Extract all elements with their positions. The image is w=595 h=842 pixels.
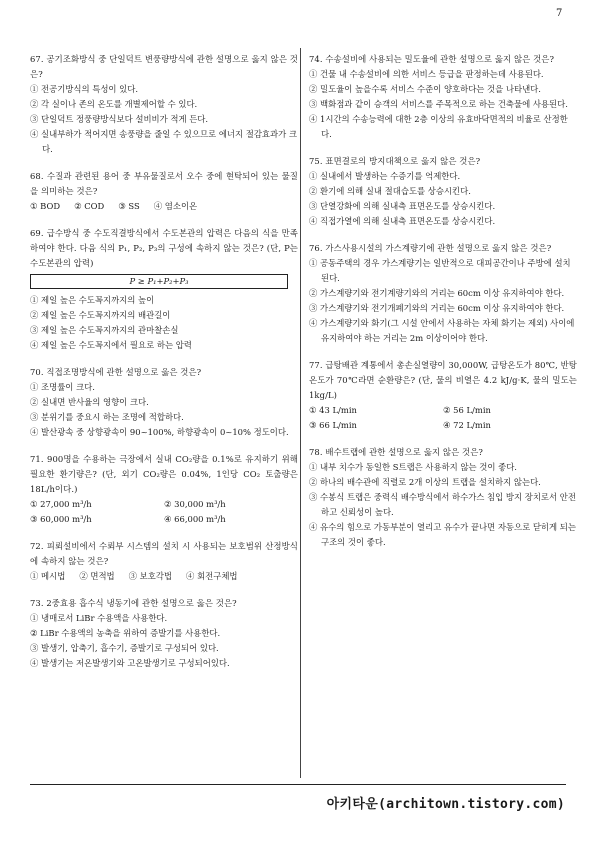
answer-options xyxy=(309,460,577,550)
question xyxy=(309,358,577,433)
answer-option: ④ 염소이온 xyxy=(153,201,198,211)
question xyxy=(30,169,298,214)
answer-option: ① 메시법 xyxy=(30,571,66,581)
formula-box: P ≥ P₁+P₂+P₃ xyxy=(30,274,288,289)
answer-options xyxy=(30,293,298,353)
answer-option: ② 면적법 xyxy=(79,571,115,581)
answer-option: ③ 단일덕트 정풍량방식보다 설비비가 적게 든다. xyxy=(30,114,209,124)
answer-option: ② 실내면 반사율의 영향이 크다. xyxy=(30,397,149,407)
answer-option: ② 가스계량기와 전기계량기와의 거리는 60cm 이상 유지하여야 한다. xyxy=(309,288,565,298)
question-stem: 76. 가스사용시설의 가스계량기에 관한 설명으로 옳지 않은 것은? xyxy=(309,243,552,253)
answer-option: ③ 제일 높은 수도꼭지까지의 관마찰손실 xyxy=(30,325,179,335)
question-stem: 73. 2중효용 흡수식 냉동기에 관한 설명으로 옳은 것은? xyxy=(30,598,237,608)
answer-options xyxy=(30,611,298,671)
answer-option: ④ 발생기는 저온발생기와 고온발생기로 구성되어있다. xyxy=(30,658,230,668)
answer-option: ③ 분위기를 중요시 하는 조명에 적합하다. xyxy=(30,412,184,422)
answer-option: ④ 발산광속 중 상향광속이 90~100%, 하향광속이 0~10% 정도이다. xyxy=(30,427,289,437)
answer-option: ② LiBr 수용액의 농축을 위하여 증발기를 사용한다. xyxy=(30,628,221,638)
answer-option: ③ 가스계량기와 전기개폐기와의 거리는 60cm 이상 유지하여야 한다. xyxy=(309,303,565,313)
answer-option: ④ 66,000 m³/h xyxy=(164,514,226,524)
question-stem: 72. 피뢰설비에서 수뢰부 시스템의 설치 시 사용되는 보호범위 산정방식에 속하지 않는 것은? xyxy=(30,541,298,566)
footer-site: 아키타운(architown.tistory.com) xyxy=(326,797,565,812)
answer-option: ④ 유수의 힘으로 가동부분이 열리고 유수가 끝나면 자동으로 닫히게 되는 구조의 것이 좋다. xyxy=(309,522,576,547)
answer-option: ④ 가스계량기와 화기(그 시설 안에서 사용하는 자체 화기는 제외) 사이에 유지하여야 하는 거리는 2m 이상이어야 한다. xyxy=(309,318,575,343)
answer-option: ④ 1시간의 수송능력에 대한 2층 이상의 유효바닥면적의 비율로 산정한다. xyxy=(309,114,568,139)
answer-option: ② COD xyxy=(74,201,105,211)
question-stem: 77. 급탕배관 계통에서 총손실열량이 30,000W, 급탕온도가 80℃, 반탕온도가 70℃라면 순환량은? (단, 물의 비열은 4.2 kJ/g·K, 물의 밀도는 1kg/L) xyxy=(309,360,577,400)
answer-option: ③ SS xyxy=(118,201,140,211)
question-stem: 74. 수송설비에 사용되는 밀도율에 관한 설명으로 옳지 않은 것은? xyxy=(309,54,555,64)
question-stem: 71. 900명을 수용하는 극장에서 실내 CO₂량을 0.1%로 유지하기 위해 필요한 환기량은? (단, 외기 CO₂량은 0.04%, 1인당 CO₂ 토출량은 18L/h이다.) xyxy=(30,454,298,494)
answer-option: ① 조명률이 크다. xyxy=(30,382,95,392)
right-column xyxy=(309,52,577,562)
question xyxy=(309,154,577,229)
answer-options xyxy=(30,380,298,440)
answer-option: ① 건물 내 수송설비에 의한 서비스 등급을 판정하는데 사용된다. xyxy=(309,69,544,79)
answer-options xyxy=(309,169,577,229)
answer-option: ① 내부 치수가 동일한 S트랩은 사용하지 않는 것이 좋다. xyxy=(309,462,517,472)
answer-option: ② 제일 높은 수도꼭지까지의 배관길이 xyxy=(30,310,171,320)
page-number: 7 xyxy=(556,8,563,19)
answer-option: ① 27,000 m³/h xyxy=(30,499,92,509)
answer-options xyxy=(30,497,298,527)
question-stem: 69. 급수방식 중 수도직결방식에서 수도본관의 압력은 다음의 식을 만족하여야 한다. 다음 식의 P₁, P₂, P₃의 구성에 속하지 않는 것은? (단, P는 수도본관의 압력) xyxy=(30,228,298,268)
answer-options xyxy=(30,569,298,584)
answer-option: ① BOD xyxy=(30,201,61,211)
question xyxy=(30,452,298,527)
answer-options xyxy=(309,403,577,433)
question-stem: 75. 표면결로의 방지대책으로 옳지 않은 것은? xyxy=(309,156,481,166)
answer-option: ③ 수봉식 트랩은 중력식 배수방식에서 하수가스 침입 방지 장치로서 안전하고 신뢰성이 높다. xyxy=(309,492,576,517)
question-stem: 78. 배수트랩에 관한 설명으로 옳지 않은 것은? xyxy=(309,447,484,457)
answer-option: ① 공동주택의 경우 가스계량기는 일반적으로 대피공간이나 주방에 설치된다. xyxy=(309,258,571,283)
question xyxy=(30,226,298,353)
question xyxy=(30,365,298,440)
answer-option: ② 30,000 m³/h xyxy=(164,499,226,509)
question xyxy=(30,539,298,584)
question-stem: 70. 직접조명방식에 관한 설명으로 옳은 것은? xyxy=(30,367,202,377)
question-stem: 67. 공기조화방식 중 단일덕트 변풍량방식에 관한 설명으로 옳지 않은 것은? xyxy=(30,54,298,79)
answer-option: ③ 60,000 m³/h xyxy=(30,514,92,524)
answer-option: ① 실내에서 발생하는 수증기를 억제한다. xyxy=(309,171,461,181)
question xyxy=(30,52,298,157)
answer-options xyxy=(30,199,298,214)
question-stem: 68. 수질과 관련된 용어 중 부유물질로서 오수 중에 현탁되어 있는 물질을 의미하는 것은? xyxy=(30,171,298,196)
footer-rule xyxy=(30,784,566,785)
answer-options xyxy=(309,256,577,346)
answer-option: ④ 직접가열에 의해 실내측 표면온도를 상승시킨다. xyxy=(309,216,496,226)
answer-option: ③ 발생기, 압축기, 흡수기, 증발기로 구성되어 있다. xyxy=(30,643,219,653)
answer-option: ④ 72 L/min xyxy=(443,420,491,430)
question xyxy=(309,445,577,550)
question xyxy=(309,52,577,142)
left-column xyxy=(30,52,298,683)
answer-option: ④ 실내부하가 적어지면 송풍량을 줄일 수 있으므로 에너지 절감효과가 크다. xyxy=(30,129,297,154)
answer-option: ③ 백화점과 같이 승객의 서비스를 주목적으로 하는 건축물에 사용된다. xyxy=(309,99,568,109)
answer-option: ② 환기에 의해 실내 절대습도를 상승시킨다. xyxy=(309,186,471,196)
answer-options xyxy=(309,67,577,142)
question xyxy=(309,241,577,346)
answer-option: ② 밀도율이 높을수록 서비스 수준이 양호하다는 것을 나타낸다. xyxy=(309,84,541,94)
answer-option: ① 전공기방식의 특성이 있다. xyxy=(30,84,139,94)
answer-options xyxy=(30,82,298,157)
answer-option: ① 43 L/min xyxy=(309,405,357,415)
answer-option: ① 제일 높은 수도꼭지까지의 높이 xyxy=(30,295,155,305)
question xyxy=(30,596,298,671)
answer-option: ③ 보호각법 xyxy=(128,571,173,581)
answer-option: ③ 66 L/min xyxy=(309,420,357,430)
answer-option: ② 각 실이나 존의 온도를 개별제어할 수 있다. xyxy=(30,99,198,109)
answer-option: ④ 회전구체법 xyxy=(186,571,238,581)
answer-option: ② 하나의 배수관에 직렬로 2개 이상의 트랩을 설치하지 않는다. xyxy=(309,477,541,487)
answer-option: ① 냉매로서 LiBr 수용액을 사용한다. xyxy=(30,613,168,623)
column-divider xyxy=(300,48,301,778)
answer-option: ② 56 L/min xyxy=(443,405,491,415)
answer-option: ③ 단열강화에 의해 실내측 표면온도를 상승시킨다. xyxy=(309,201,496,211)
answer-option: ④ 제일 높은 수도꼭지에서 필요로 하는 압력 xyxy=(30,340,192,350)
